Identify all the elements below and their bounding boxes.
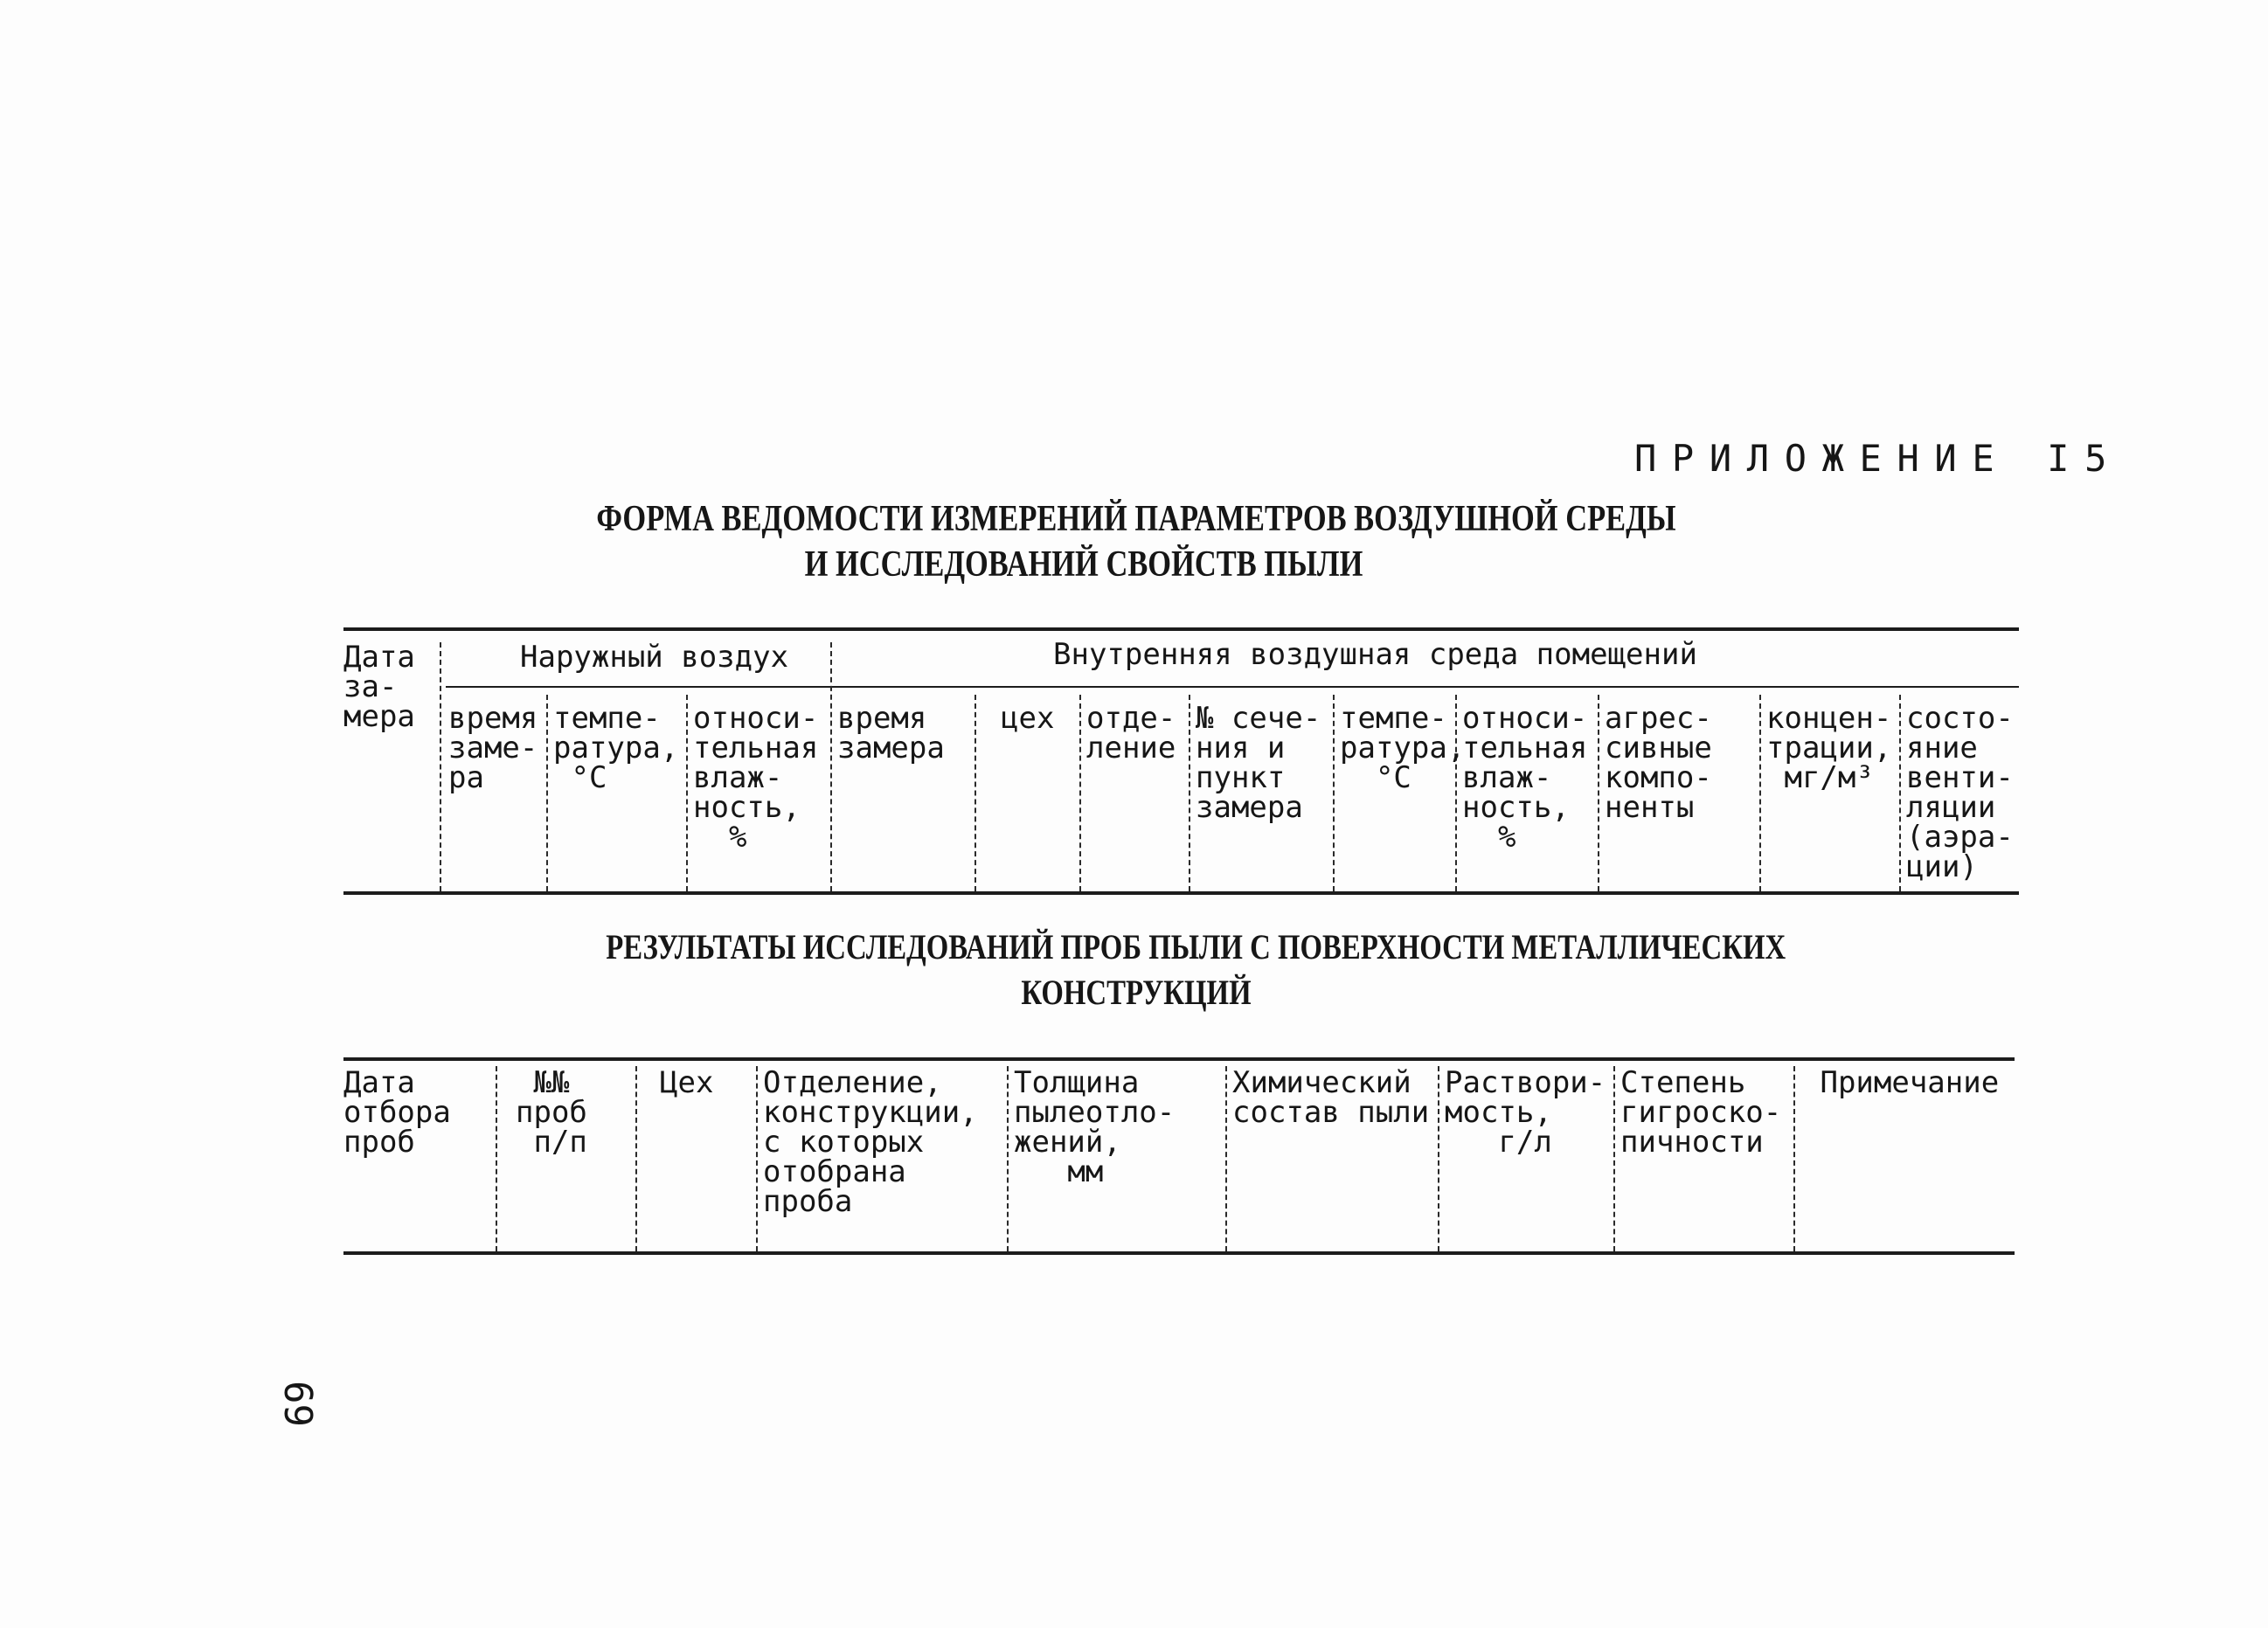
table1-divider <box>1189 695 1190 891</box>
table2-header-deposit-thickness: Толщина пылеотло- жений, мм <box>1014 1065 1176 1189</box>
table2-header-shop: Цех <box>660 1065 714 1100</box>
table1-divider <box>974 695 976 891</box>
table1-header-shop: цех <box>1001 701 1055 736</box>
form-title-line-1: ФОРМА ВЕДОМОСТИ ИЗМЕРЕНИЙ ПАРАМЕТРОВ ВОЗДУШНОЙ СРЕДЫ <box>596 499 1676 539</box>
table1-divider <box>686 695 688 891</box>
table1-header-outdoor-temperature: темпе- ратура, °С <box>553 701 679 795</box>
table1-group-rule <box>446 686 2019 688</box>
table1-header-department: отде- ление <box>1086 701 1176 766</box>
table1-header-section-point: № сече- ния и пункт замера <box>1196 701 1321 825</box>
table2-header-chemical-composition: Химический состав пыли <box>1232 1065 1430 1130</box>
table1-divider <box>1759 695 1761 891</box>
table1-header-indoor-humidity: относи- тельная влаж- ность, % <box>1462 701 1588 855</box>
table1-divider <box>440 642 441 891</box>
table1-divider <box>830 642 832 891</box>
table1-header-outdoor-humidity: относи- тельная влаж- ность, % <box>693 701 819 855</box>
table1-header-ventilation-state: состо- яние венти- ляции (аэра- ции) <box>1906 701 2014 884</box>
table2-header-sample-number: №№ проб п/п <box>516 1065 587 1160</box>
table1-header-indoor-time: время замера <box>837 701 945 766</box>
table1-divider <box>1598 695 1599 891</box>
table1-divider <box>1079 695 1081 891</box>
page-number: 69 <box>275 1381 320 1427</box>
form-title-line-2: И ИССЛЕДОВАНИЙ СВОЙСТВ ПЫЛИ <box>804 544 1363 585</box>
table2-header-sampling-date: Дата отбора проб <box>343 1065 451 1160</box>
table2-divider <box>1793 1066 1795 1251</box>
table2-header-solubility: Раствори- мость, г/л <box>1445 1065 1606 1160</box>
table1-group-indoor: Внутренняя воздушная среда помещений <box>1053 637 1697 672</box>
results-title-line-2: КОНСТРУКЦИЙ <box>1021 973 1252 1012</box>
table1-header-aggressive-components: агрес- сивные компо- ненты <box>1605 701 1712 825</box>
appendix-label: ПРИЛОЖЕНИЕ I5 <box>1634 437 2123 480</box>
table2-divider <box>1225 1066 1227 1251</box>
table2-divider <box>1438 1066 1439 1251</box>
table2-divider <box>635 1066 637 1251</box>
table1-group-outdoor: Наружный воздух <box>520 640 789 675</box>
table1-divider <box>546 695 548 891</box>
table2-divider <box>1007 1066 1009 1251</box>
table2-bottom-rule <box>343 1251 2015 1255</box>
table1-divider <box>1899 695 1901 891</box>
table1-bottom-rule <box>343 891 2019 895</box>
table2-top-rule <box>343 1057 2015 1061</box>
table2-header-department-structures: Отделение, конструкции, с которых отобрана проба <box>763 1065 978 1219</box>
table2-divider <box>1613 1066 1615 1251</box>
table2-divider <box>496 1066 497 1251</box>
table1-divider <box>1333 695 1335 891</box>
table1-top-rule <box>343 627 2019 631</box>
table1-header-concentration: концен- трации, мг/м³ <box>1766 701 1892 795</box>
table2-header-hygroscopicity: Степень гигроско- пичности <box>1620 1065 1782 1160</box>
table1-header-indoor-temperature: темпе- ратура, °С <box>1340 701 1466 795</box>
table1-header-date: Дата за- мера <box>343 640 415 734</box>
results-title-line-1: РЕЗУЛЬТАТЫ ИССЛЕДОВАНИЙ ПРОБ ПЫЛИ С ПОВЕРХНОСТИ МЕТАЛЛИЧЕСКИХ <box>606 927 1786 966</box>
table2-header-note: Примечание <box>1802 1065 2000 1100</box>
table1-header-outdoor-time: время заме- ра <box>448 701 538 795</box>
table2-divider <box>756 1066 758 1251</box>
